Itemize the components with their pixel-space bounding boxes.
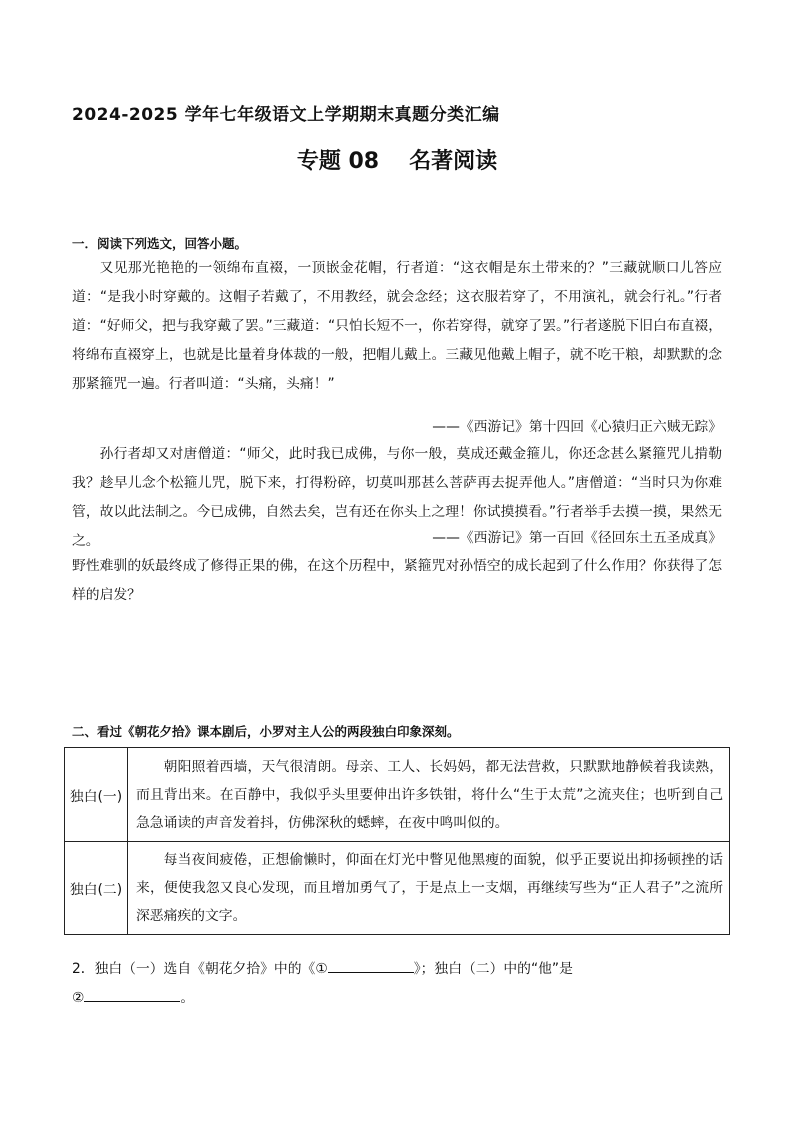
subquestion-2-line2: [72, 984, 194, 1013]
source-1: ——《西游记》第十四回《心猿归正六贼无踪》: [432, 419, 722, 435]
monologue-text: 每当夜间疲倦，正想偷懒时，仰面在灯光中瞥见他黑瘦的面貌，似乎正要说出抑扬顿挫的话来，便使我忽又良心发现，而且增加勇气了，于是点上一支烟，再继续写些为“正人君子”之流所深恶痛疾的文字。: [128, 842, 730, 935]
monologue-table: [64, 747, 730, 935]
document-title: 2024-2025 学年七年级语文上学期期末真题分类汇编: [72, 105, 500, 125]
subquestion-2-prefix: 2．独白（一）选自《朝花夕拾》中的《①: [72, 961, 328, 977]
monologue-label: 独白(二): [65, 842, 128, 935]
table-row: [65, 842, 730, 935]
passage-2: 孙行者却又对唐僧道：“师父，此时我已成佛，与你一般，莫成还戴金箍儿，你还念甚么紧箍咒儿掯勒我？趁早儿念个松箍儿咒，脱下来，打得粉碎，切莫叫那甚么菩萨再去捉弄他人。”唐僧道：“当时只为你难管，故以此法制之。今已成佛，自然去矣，岂有还在你头上之理！你试摸摸看。”行者举手去摸一摸，果然无之。: [72, 446, 722, 549]
monologue-text: 朝阳照着西墙，天气很清朗。母亲、工人、长妈妈，都无法营救，只默默地静候着我读熟，而且背出来。在百静中，我似乎头里要伸出许多铁钳，将什么“生于太荒”之流夹住；也听到自己急急诵读的声音发着抖，仿佛深秋的蟋蟀，在夜中鸣叫似的。: [128, 748, 730, 842]
answer-blank-2[interactable]: [84, 985, 180, 1002]
source-2: ——《西游记》第一百回《径回东土五圣成真》: [432, 530, 722, 546]
table-row: [65, 748, 730, 842]
question2-heading: 二、看过《朝花夕拾》课本剧后，小罗对主人公的两段独白印象深刻。: [72, 724, 460, 739]
subquestion-2-line1: [72, 955, 573, 984]
topic-number: 专题 08: [296, 149, 380, 174]
monologue-label: 独白(一): [65, 748, 128, 842]
answer-blank-1[interactable]: [328, 956, 414, 973]
passage-1: 又见那光艳艳的一领绵布直裰，一顶嵌金花帽，行者道：“这衣帽是东土带来的？”三藏就顺口儿答应道：“是我小时穿戴的。这帽子若戴了，不用教经，就会念经；这衣服若穿了，不用演礼，就会行礼。”行者道：“好师父，把与我穿戴了罢。”三藏道：“只怕长短不一，你若穿得，就穿了罢。”行者遂脱下旧白布直裰，将绵布直裰穿上，也就是比量着身体裁的一般，把帽儿戴上。三藏见他戴上帽子，就不吃干粮，却默默的念那紧箍咒一遍。行者叫道：“头痛，头痛！”: [72, 260, 722, 392]
subquestion-2-end: 。: [180, 990, 195, 1006]
question1-heading: 一．阅读下列选文，回答小题。: [72, 236, 248, 251]
topic-title: [0, 144, 794, 175]
question1-prompt: 野性难驯的妖最终成了修得正果的佛，在这个历程中，紧箍咒对孙悟空的成长起到了什么作用？你获得了怎样的启发？: [72, 558, 722, 603]
subquestion-2-middle: 》；独白（二）中的“他”是: [413, 961, 573, 977]
topic-name: 名著阅读: [409, 149, 498, 174]
blank-2-marker: ②: [72, 990, 85, 1006]
